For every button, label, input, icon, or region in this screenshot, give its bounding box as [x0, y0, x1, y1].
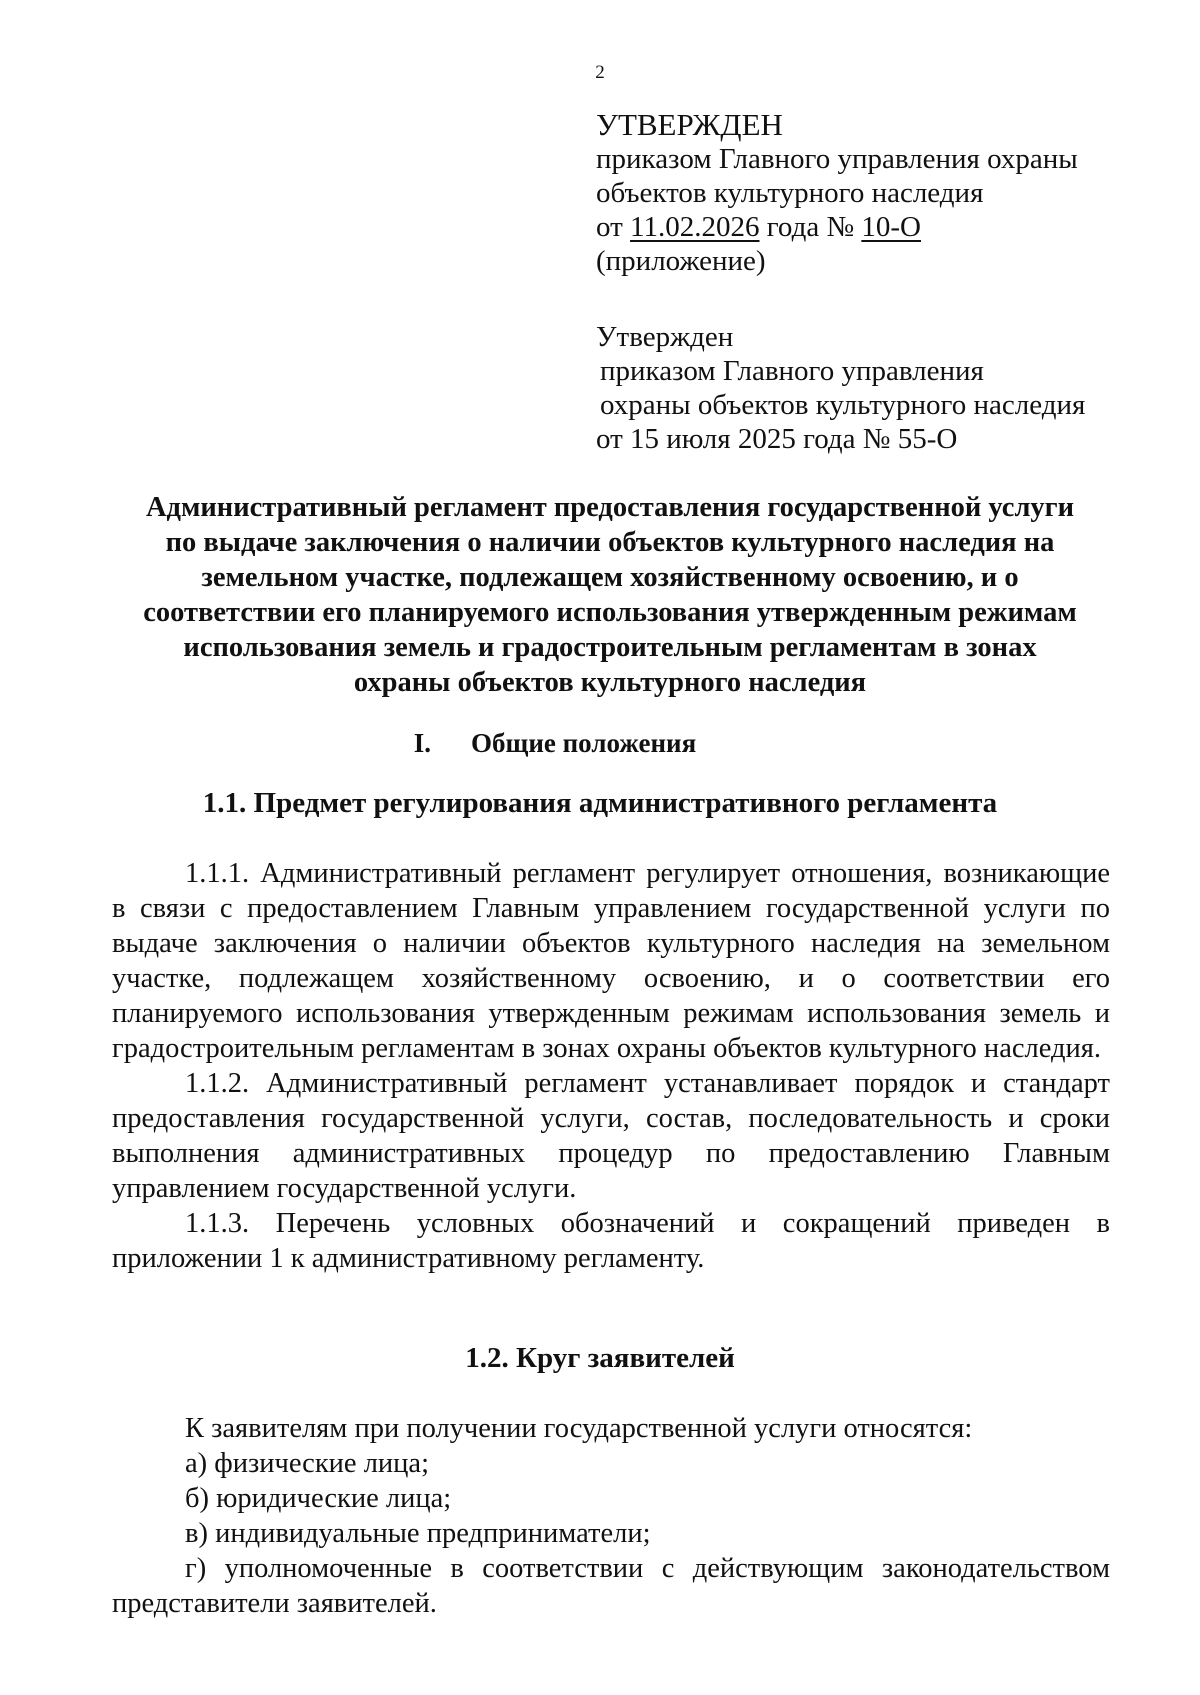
applicants-intro: К заявителям при получении государственной услуги относятся: [185, 1413, 973, 1444]
approval-date: 11.02.2026 [630, 211, 760, 243]
approval-note: (приложение) [596, 245, 766, 277]
approval-stamp-previous [596, 320, 1156, 456]
page-number: 2 [595, 62, 605, 83]
previous-approval-heading: Утвержден [596, 321, 734, 353]
section-heading [0, 726, 1200, 760]
title-line: охраны объектов культурного наследия [353, 667, 867, 698]
subsection-heading-1-1: 1.1. Предмет регулирования административного регламента [202, 787, 998, 819]
title-line: по выдаче заключения о наличии объектов культурного наследия на [165, 527, 1055, 558]
list-item: в) индивидуальные предприниматели; [185, 1518, 651, 1549]
approval-date-prefix: от [596, 211, 623, 243]
title-line: соответствии его планируемого использования утвержденным режимам [143, 597, 1077, 628]
approval-line-2: объектов культурного наследия [596, 177, 984, 209]
paragraph-1-1-3: 1.1.3. Перечень условных обозначений и сокращений приведен в приложении 1 к административному регламенту. [112, 1208, 1110, 1274]
list-item: а) физические лица; [185, 1448, 430, 1479]
subsection-heading-1-2: 1.2. Круг заявителей [465, 1342, 735, 1374]
list-item: б) юридические лица; [185, 1483, 452, 1514]
approval-line-1: приказом Главного управления охраны [596, 143, 1078, 175]
previous-approval-line-2: охраны объектов культурного наследия [600, 389, 1086, 421]
list-item: г) уполномоченные в соответствии с действующим законодательством представители заявителей. [112, 1553, 1110, 1619]
document-title [100, 490, 1120, 700]
approval-heading: УТВЕРЖДЕН [596, 107, 783, 142]
approval-date-line [596, 210, 1156, 244]
section-title: Общие положения [471, 728, 697, 758]
previous-approval-line-1: приказом Главного управления [600, 355, 984, 387]
approval-number-prefix: года № [766, 211, 855, 243]
title-line: земельном участке, подлежащем хозяйственному освоению, и о [201, 562, 1019, 593]
paragraph-1-1-2: 1.1.2. Административный регламент устанавливает порядок и стандарт предоставления государственной услуги, состав, последовательность и сроки выполнения административных процедур по предоставлению Главным управлением государственной услуги. [112, 1068, 1110, 1204]
section-number: I. [413, 728, 432, 758]
approval-stamp-current [596, 108, 1156, 278]
subsection-1-2-body [112, 1411, 1110, 1621]
paragraph-1-1-1: 1.1.1. Административный регламент регулирует отношения, возникающие в связи с предоставлением Главным управлением государственной услуги по выдаче заключения о наличии объектов культурного наследия на земельном участке, подлежащем хозяйственному освоению, и о соответствии его планируемого использования утвержденным режимам использования земель и градостроительным регламентам в зонах охраны объектов культурного наследия. [112, 858, 1110, 1064]
previous-approval-line-3: от 15 июля 2025 года № 55-О [596, 423, 958, 455]
title-line: использования земель и градостроительным регламентам в зонах [183, 632, 1037, 663]
approval-number: 10-О [861, 211, 921, 243]
title-line: Административный регламент предоставления государственной услуги [145, 492, 1075, 523]
subsection-1-1-body [112, 856, 1110, 1276]
